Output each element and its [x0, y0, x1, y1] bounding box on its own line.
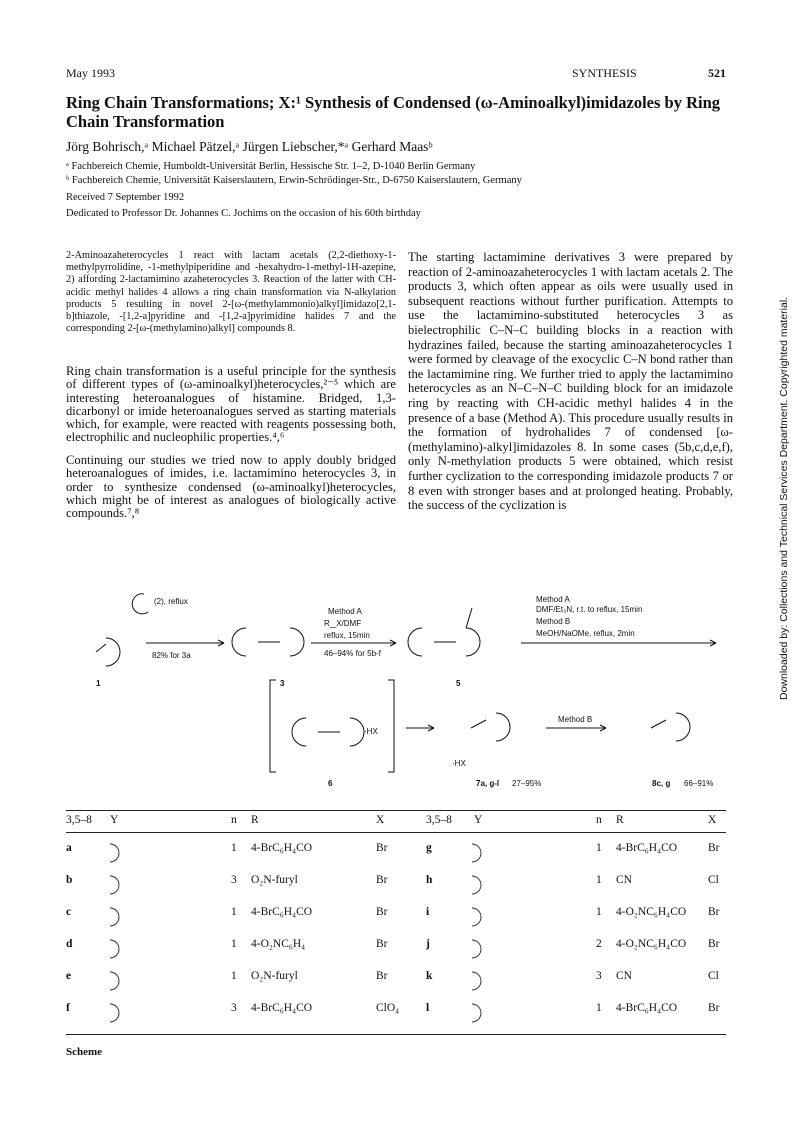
- step3-method-b: Method B: [536, 617, 571, 626]
- label-3: 3: [280, 679, 285, 688]
- reagent-2-ring: [132, 594, 148, 614]
- intro-paragraph-1: Ring chain transformation is a useful principle for the synthesis of different types of (ω-aminoalkyl)heterocycles,²⁻⁵ which are interesting heteroanalogues of histamine. Bridged, 1,3-dicarbonyl or imide heteroanalogues served as starting materials which, for example, were reacted with reagents possessing both, electrophilic and nucleophilic properties.⁴,⁶: [66, 364, 396, 445]
- th-y-left: Y: [110, 814, 119, 826]
- compound-3-ring-b: [290, 628, 304, 656]
- scheme-caption: Scheme: [66, 1046, 103, 1058]
- intro-paragraph-2: Continuing our studies we tried now to apply doubly bridged heteroanalogues of imides, i.e. lactamimino heterocycles 3, in order to synthesize condensed (ω-aminoalkyl)heterocycles, which might be of interest as analogues of biologically active compounds.⁷,⁸: [66, 453, 396, 521]
- th-n-left: n: [231, 814, 237, 826]
- affiliation-b: ᵇ Fachbereich Chemie, Universität Kaiserslautern, Erwin-Schrödinger-Str., D-6750 Kaiserslautern, Germany: [66, 175, 522, 186]
- table-row: f 3 4-BrC₆H₄CO ClO₄ l 1 4-BrC₆H₄CO Br: [66, 1002, 720, 1014]
- product-8-ring: [676, 713, 690, 741]
- affiliation-a: ᵃ Fachbereich Chemie, Humboldt-Universität Berlin, Hessische Str. 1–2, D-1040 Berlin Germany: [66, 161, 476, 172]
- step2-conditions: reflux, 15min: [324, 631, 370, 640]
- label-7: 7a, g-l: [476, 779, 500, 788]
- label-1: 1: [96, 679, 101, 688]
- th-x-left: X: [376, 814, 385, 826]
- table-row: e 1 O₂N-furyl Br k 3 CN Cl: [66, 970, 719, 982]
- yield-8: 66–91%: [684, 779, 714, 788]
- table-header-row: [66, 814, 726, 832]
- step1-yield: 82% for 3a: [152, 651, 191, 660]
- product-7-ring: [496, 713, 510, 741]
- header-date: May 1993: [66, 66, 115, 80]
- step3-method-a: Method A: [536, 595, 570, 604]
- th-x-right: X: [708, 814, 717, 826]
- hx-7: ·HX: [452, 759, 466, 768]
- received-date: Received 7 September 1992: [66, 192, 185, 203]
- th-y-right: Y: [474, 814, 483, 826]
- download-notice: Downloaded by: Collections and Technical Services Department. Copyrighted material.: [778, 296, 790, 700]
- header-journal: SYNTHESIS: [572, 66, 637, 80]
- th-n-right: n: [596, 814, 602, 826]
- compound-5-ring-a: [408, 628, 422, 656]
- hx-6: ·HX: [364, 727, 378, 736]
- step3-method-b-conditions: MeOH/NaOMe, reflux, 2min: [536, 629, 635, 638]
- label-6: 6: [328, 779, 333, 788]
- step1-reagent: (2), reflux: [154, 597, 188, 606]
- table-row: b 3 O₂N-furyl Br h 1 CN Cl: [66, 874, 719, 886]
- authors: Jörg Bohrisch,ᵃ Michael Pätzel,ᵃ Jürgen Liebscher,*ᵃ Gerhard Maasᵇ: [66, 139, 433, 154]
- y-substituent-sketches: [100, 840, 520, 1040]
- intermediate-6-bracket: [270, 680, 394, 772]
- dedication: Dedicated to Professor Dr. Johannes C. Jochims on the occasion of his 60th birthday: [66, 208, 421, 219]
- step3-method-a-conditions: DMF/Et₃N, r.t. to reflux, 15min: [536, 605, 643, 614]
- th-r-right: R: [616, 814, 624, 826]
- reaction-scheme: [66, 588, 736, 808]
- compound-5-ring-b: [466, 628, 480, 656]
- th-r-left: R: [251, 814, 259, 826]
- abstract: 2-Aminoazaheterocycles 1 react with lactam acetals (2,2-diethoxy-1-methylpyrrolidine, -1-methylpiperidine and -hexahydro-1-methyl-1H-azepine, 2) affording 2-lactamimino azaheterocycles 3. Reaction of the latter with CH-acidic methyl halides 4 allows a ring chain transformation via N-alkylation products 5 resulting in novel 2-[ω-(methylammonio)alkyl]imidazo[2,1-b]thiazole, -[1,2-a]pyridine and -[1,2-a]pyrimidine halides 7 and the corresponding 2-[ω-(methylamino)alkyl] compounds 8.: [66, 250, 396, 335]
- method-b-label: Method B: [558, 715, 593, 724]
- header-page: 521: [708, 66, 726, 80]
- label-8: 8c, g: [652, 779, 671, 788]
- yield-7: 27–95%: [512, 779, 542, 788]
- th-compound-right: 3,5–8: [426, 814, 452, 826]
- table-row: c 1 4-BrC₆H₄CO Br i 1 4-O₂NC₆H₄CO Br: [66, 906, 720, 918]
- table-row: d 1 4-O₂NC₆H₄ Br j 2 4-O₂NC₆H₄CO Br: [66, 938, 720, 950]
- right-column-paragraph: The starting lactamimine derivatives 3 were prepared by reaction of 2-aminoazaheterocycles 1 with lactam acetals 2. The products 3, which often appear as oils were usually used in subsequent reactions without further purification. Attempts to use the lactamimino-substituted heterocycles 3 as bielectrophilic C–N–C building blocks in a reaction with hydrazines failed, because the starting aminoazaheterocycles 1 were formed by cleavage of the exocyclic C–N bond rather than the lactamimine ring. We further tried to apply the lactamimino heterocycles as an N–C–N–C building block for an imidazole ring by reacting with CH-acidic methyl halides 4 in the presence of a base (Method A). This procedure usually results in the formation of hydrohalides 7 of condensed [ω-(methylamino)-alkyl]imidazoles 8. In some cases (5b,c,d,e,f), only N-methylation products 5 were obtained, which resist further cyclization to the corresponding imidazole products 7 or 8 even with stronger bases and at prolonged heating. Probably, the success of the cyclization is: [408, 250, 733, 513]
- compound-1-ring: [106, 638, 120, 666]
- step2-reagent: R‿X/DMF: [324, 619, 362, 628]
- th-compound-left: 3,5–8: [66, 814, 92, 826]
- article-title: Ring Chain Transformations; X:¹ Synthesis of Condensed (ω-Aminoalkyl)imidazoles by Ring Chain Transformation: [66, 93, 721, 131]
- label-5: 5: [456, 679, 461, 688]
- step2-yield: 46–94% for 5b-f: [324, 649, 381, 658]
- compound-3-ring-a: [232, 628, 246, 656]
- step2-method: Method A: [328, 607, 362, 616]
- table-row: a 1 4-BrC₆H₄CO Br g 1 4-BrC₆H₄CO Br: [66, 842, 720, 854]
